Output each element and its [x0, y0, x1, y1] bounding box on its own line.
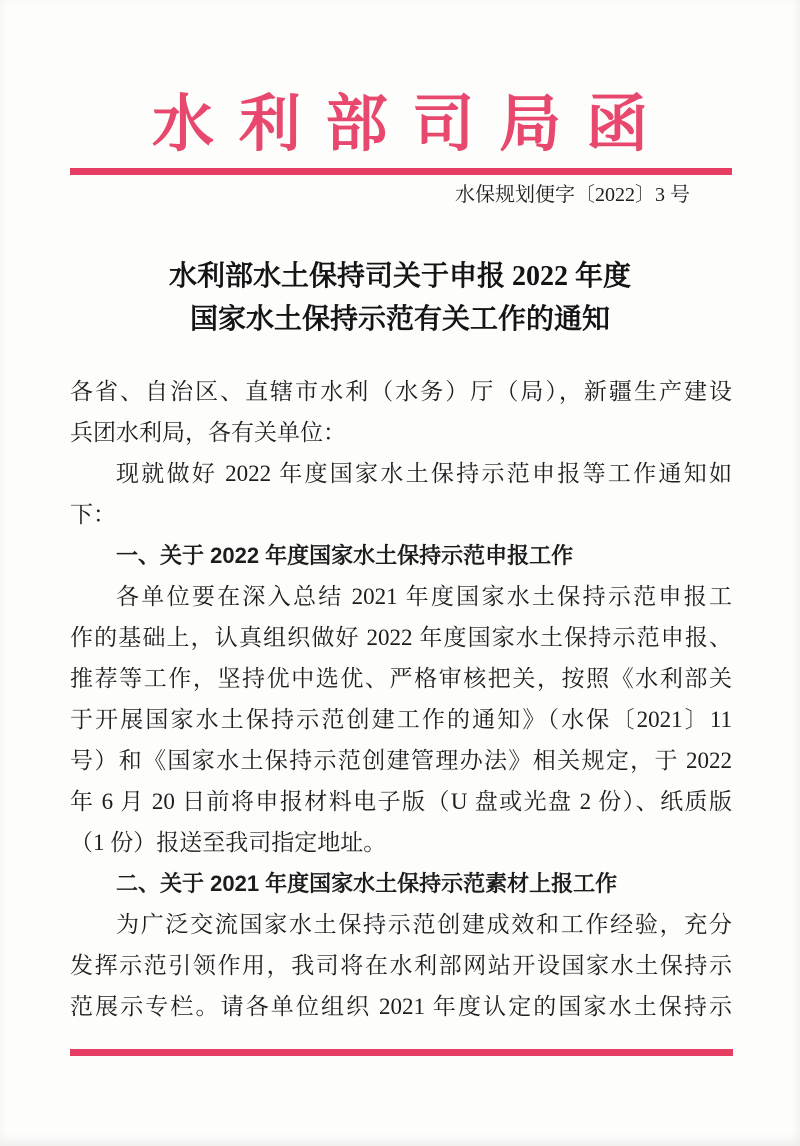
section-heading-2: 二、关于 2021 年度国家水土保持示范素材上报工作 [116, 871, 618, 896]
body-line: 年 6 月 20 日前将申报材料电子版（U 盘或光盘 2 份）、纸质版 [70, 789, 732, 814]
body-line: 号）和《国家水土保持示范创建管理办法》相关规定，于 2022 [70, 748, 732, 773]
body-line: 于开展国家水土保持示范创建工作的通知》（水保〔2021〕11 [70, 707, 732, 732]
body-line: 作的基础上，认真组织做好 2022 年度国家水土保持示范申报、 [70, 625, 732, 650]
document-title [0, 255, 800, 341]
body-line: 推荐等工作，坚持优中选优、严格审核把关，按照《水利部关 [70, 666, 732, 691]
body-line: （1 份）报送至我司指定地址。 [70, 830, 387, 855]
body-line: 发挥示范引领作用，我司将在水利部网站开设国家水土保持示 [70, 953, 732, 978]
section-heading-1: 一、关于 2022 年度国家水土保持示范申报工作 [116, 543, 574, 568]
doc-number: 水保规划便字〔2022〕3 号 [455, 184, 690, 206]
document-title-line-2: 国家水土保持示范有关工作的通知 [189, 304, 610, 335]
letterhead-title: 水利部司局函 [151, 91, 673, 159]
body-line: 各省、自治区、直辖市水利（水务）厅（局），新疆生产建设 [70, 379, 732, 404]
footer-divider [70, 1049, 733, 1056]
letterhead-divider [70, 168, 732, 175]
body-line: 为广泛交流国家水土保持示范创建成效和工作经验，充分 [116, 912, 732, 937]
body-line: 范展示专栏。请各单位组织 2021 年度认定的国家水土保持示 [70, 994, 732, 1019]
body-line: 各单位要在深入总结 2021 年度国家水土保持示范申报工 [116, 584, 732, 609]
body-line: 下： [70, 502, 116, 527]
body-line: 兵团水利局，各有关单位： [70, 420, 346, 445]
document-title-line-1: 水利部水土保持司关于申报 2022 年度 [168, 261, 631, 292]
body-line: 现就做好 2022 年度国家水土保持示范申报等工作通知如 [116, 461, 732, 486]
document-body [70, 371, 732, 1027]
